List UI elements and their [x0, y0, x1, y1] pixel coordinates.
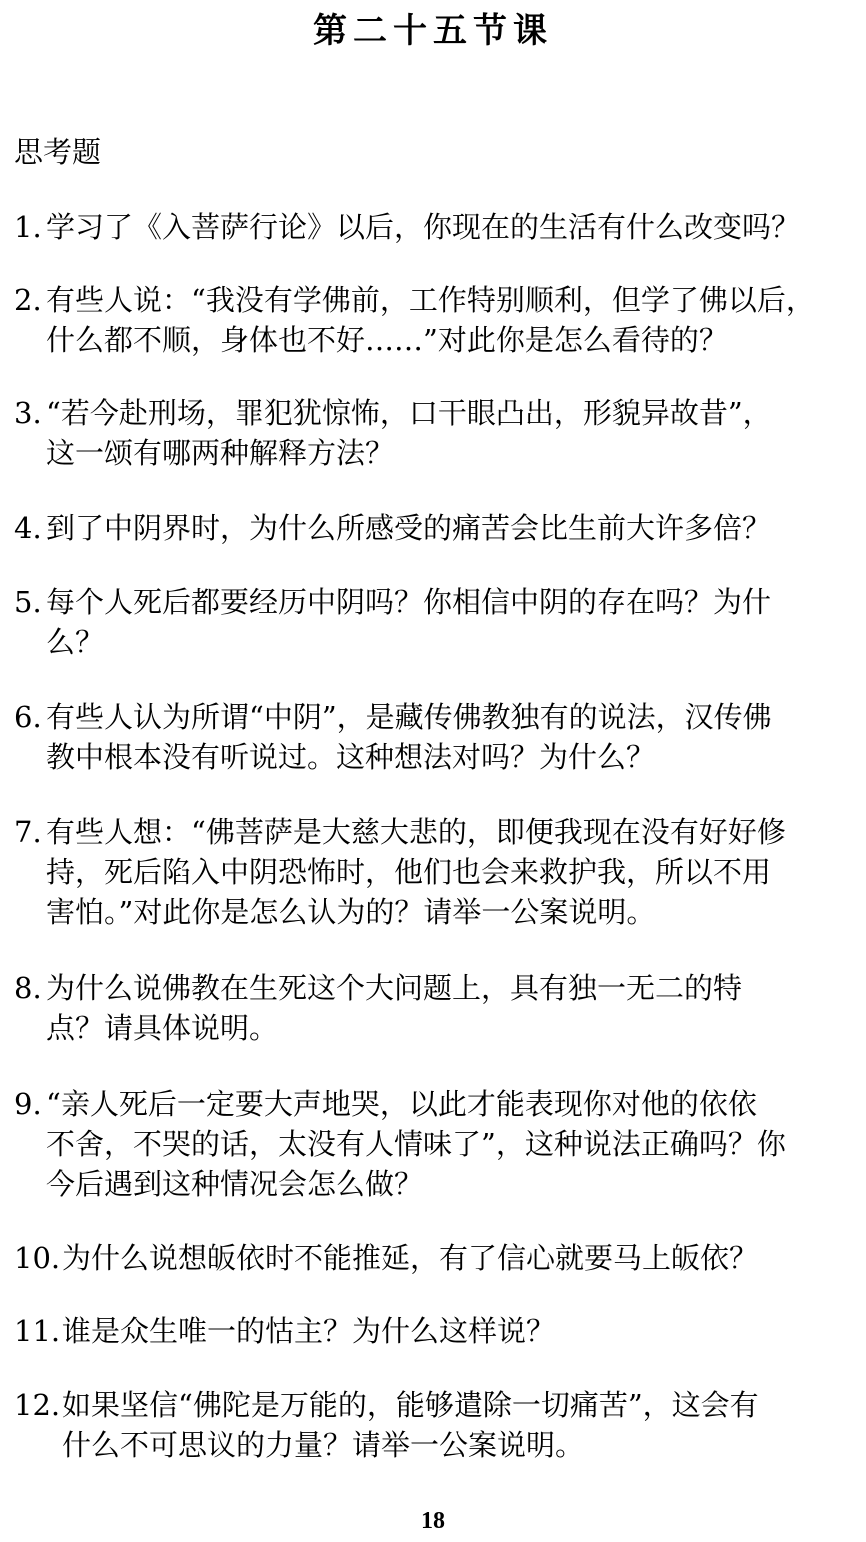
question-text: [46, 697, 858, 777]
question-text: [46, 968, 858, 1048]
question-line: 么？: [46, 625, 105, 659]
question-number: 2.: [14, 283, 42, 317]
question-item: [14, 1084, 858, 1204]
question-line: 持，死后陷入中阴恐怖时，他们也会来救护我，所以不用: [46, 855, 772, 889]
question-text: [46, 508, 858, 548]
question-text: [46, 812, 858, 932]
question-line: 为什么说想皈依时不能推延，有了信心就要马上皈依？: [62, 1241, 759, 1275]
question-item: [14, 280, 858, 360]
question-number: 10.: [14, 1241, 61, 1275]
question-text: [46, 207, 858, 247]
question-line: 有些人想：“佛菩萨是大慈大悲的，即便我现在没有好好修: [46, 815, 786, 849]
section-heading: 思考题: [14, 135, 102, 169]
question-number: 11.: [14, 1314, 61, 1348]
question-item: [14, 508, 858, 548]
question-number: 8.: [14, 971, 42, 1005]
question-line: 不舍，不哭的话，太没有人情味了”，这种说法正确吗？你: [46, 1127, 786, 1161]
page-title: 第二十五节课: [313, 11, 553, 51]
question-item: [14, 393, 858, 473]
question-text: [46, 280, 858, 360]
question-line: 如果坚信“佛陀是万能的，能够遣除一切痛苦”，这会有: [62, 1388, 759, 1422]
question-line: 有些人认为所谓“中阴”，是藏传佛教独有的说法，汉传佛: [46, 700, 772, 734]
question-text: [46, 582, 858, 662]
question-item: [14, 697, 858, 777]
question-line: 每个人死后都要经历中阴吗？你相信中阴的存在吗？为什: [46, 585, 772, 619]
question-text: [62, 1238, 858, 1278]
question-line: 有些人说：“我没有学佛前，工作特别顺利，但学了佛以后，: [46, 283, 815, 317]
page-number: 18: [421, 1508, 445, 1534]
question-text: [62, 1385, 858, 1465]
question-item: [14, 1311, 858, 1351]
question-item: [14, 812, 858, 932]
question-line: 什么都不顺，身体也不好……”对此你是怎么看待的？: [46, 323, 728, 357]
question-number: 5.: [14, 585, 42, 619]
question-line: 谁是众生唯一的怙主？为什么这样说？: [62, 1314, 556, 1348]
question-line: 学习了《入菩萨行论》以后，你现在的生活有什么改变吗？: [46, 210, 801, 244]
question-item: [14, 582, 858, 662]
question-line: 点？请具体说明。: [46, 1011, 279, 1045]
question-text: [46, 393, 858, 473]
question-number: 6.: [14, 700, 42, 734]
question-item: [14, 1385, 858, 1465]
question-line: 这一颂有哪两种解释方法？: [46, 436, 395, 470]
question-number: 4.: [14, 511, 42, 545]
question-number: 3.: [14, 396, 42, 430]
question-number: 9.: [14, 1087, 42, 1121]
question-line: “若今赴刑场，罪犯犹惊怖，口干眼凸出，形貌异故昔”，: [46, 396, 772, 430]
question-line: 什么不可思议的力量？请举一公案说明。: [62, 1428, 585, 1462]
question-number: 12.: [14, 1388, 61, 1422]
question-line: 到了中阴界时，为什么所感受的痛苦会比生前大许多倍？: [46, 511, 772, 545]
question-item: [14, 207, 858, 247]
question-line: 教中根本没有听说过。这种想法对吗？为什么？: [46, 740, 656, 774]
question-text: [46, 1084, 858, 1204]
question-number: 1.: [14, 210, 42, 244]
question-item: [14, 1238, 858, 1278]
question-line: 为什么说佛教在生死这个大问题上，具有独一无二的特: [46, 971, 743, 1005]
question-line: “亲人死后一定要大声地哭，以此才能表现你对他的依依: [46, 1087, 757, 1121]
question-item: [14, 968, 858, 1048]
question-line: 今后遇到这种情况会怎么做？: [46, 1167, 424, 1201]
question-text: [62, 1311, 858, 1351]
question-number: 7.: [14, 815, 42, 849]
question-line: 害怕。”对此你是怎么认为的？请举一公案说明。: [46, 895, 656, 929]
